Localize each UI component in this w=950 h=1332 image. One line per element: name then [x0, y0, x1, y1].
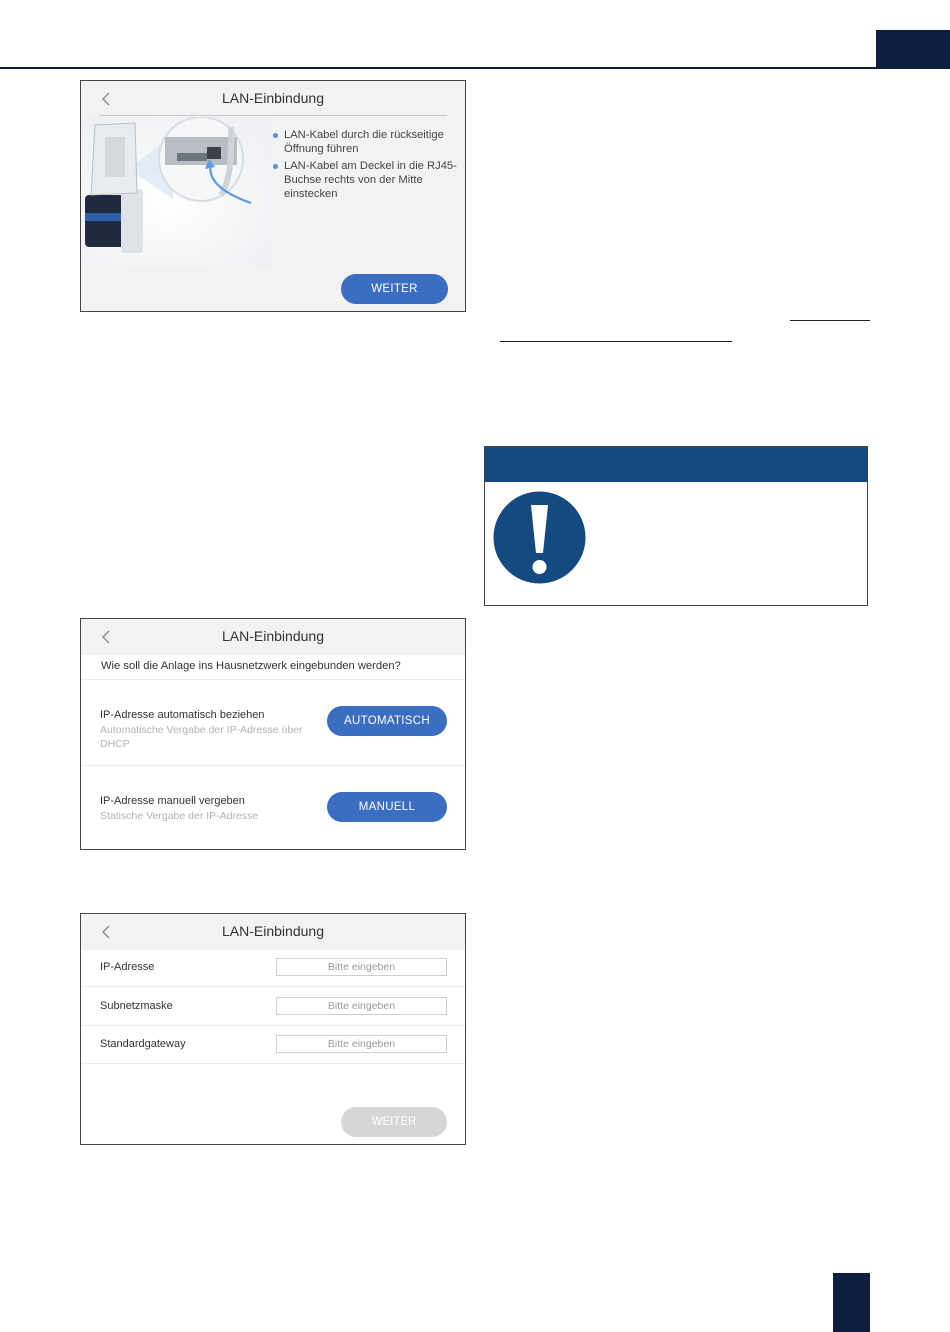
- manual-button[interactable]: MANUELL: [327, 792, 447, 822]
- next-button[interactable]: WEITER: [341, 274, 448, 304]
- chapter-tab: [876, 30, 950, 68]
- screenshot-static-ip: [80, 913, 466, 1145]
- subnet-mask-input[interactable]: [276, 997, 447, 1015]
- page-number-tab: [833, 1273, 870, 1332]
- device-illustration: [81, 117, 273, 267]
- screen-title: LAN-Einbindung: [222, 90, 324, 106]
- subnet-mask-label: Subnetzmaske: [100, 1000, 173, 1012]
- instruction-item: LAN-Kabel durch die rückseitige Öffnung führen: [271, 128, 457, 156]
- option-manual-title: IP-Adresse manuell vergeben: [100, 795, 245, 807]
- cross-reference-link[interactable]: [790, 320, 870, 321]
- divider: [81, 1063, 465, 1064]
- instruction-list: [271, 128, 457, 204]
- default-gateway-input[interactable]: [276, 1035, 447, 1053]
- divider: [81, 1025, 465, 1026]
- option-manual-subtitle: Statische Vergabe der IP-Adresse: [100, 810, 259, 822]
- notice-box: [484, 446, 868, 606]
- ip-address-input[interactable]: [276, 958, 447, 976]
- option-auto-subtitle: Automatische Vergabe der IP-Adresse über DHCP: [100, 724, 303, 750]
- automatic-button[interactable]: AUTOMATISCH: [327, 706, 447, 736]
- divider: [81, 986, 465, 987]
- screenshot-lan-cable: [80, 80, 466, 312]
- screen-title: LAN-Einbindung: [222, 628, 324, 644]
- option-auto-title: IP-Adresse automatisch beziehen: [100, 709, 265, 721]
- header-rule: [0, 67, 950, 69]
- title-divider: [99, 115, 447, 116]
- default-gateway-label: Standardgateway: [100, 1038, 186, 1050]
- screenshot-network-mode: [80, 618, 466, 850]
- exclamation-icon: [493, 491, 586, 584]
- notice-header-bar: [485, 447, 867, 482]
- question-text: Wie soll die Anlage ins Hausnetzwerk eingebunden werden?: [101, 660, 401, 672]
- screen-header: [81, 914, 465, 950]
- screen-header: [81, 81, 465, 117]
- ip-address-label: IP-Adresse: [100, 961, 155, 973]
- divider: [81, 679, 465, 680]
- instruction-item: LAN-Kabel am Deckel in die RJ45-Buchse rechts von der Mitte einstecken: [271, 159, 457, 201]
- screen-header: [81, 619, 465, 655]
- cross-reference-link[interactable]: [500, 341, 732, 342]
- screen-title: LAN-Einbindung: [222, 923, 324, 939]
- next-button-disabled[interactable]: WEITER: [341, 1107, 447, 1137]
- divider: [81, 765, 465, 766]
